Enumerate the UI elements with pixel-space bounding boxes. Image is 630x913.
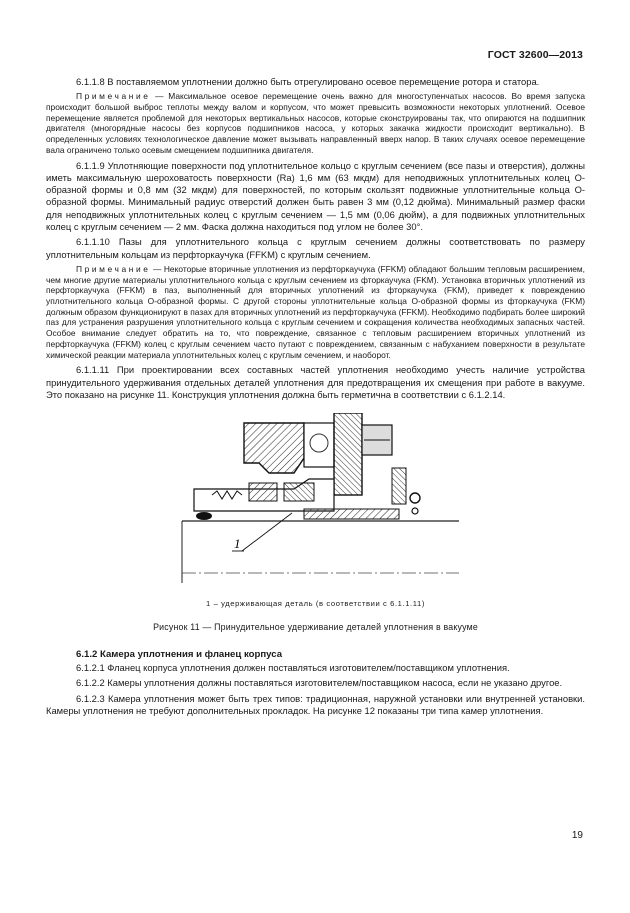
figure-caption: Рисунок 11 — Принудительное удерживание деталей уплотнения в вакууме — [153, 622, 478, 633]
bolt-washer-2 — [412, 508, 418, 514]
paragraph-6-1-2-3: 6.1.2.3 Камера уплотнения может быть трех типов: традиционная, наружной установки или внутренней установки. Камеры уплотнения не требуют дополнительных прокладок. На рисунке 12 показаны три типа камер уплотнения. — [46, 692, 585, 716]
note-2 — [46, 264, 585, 360]
seal-drawing — [174, 413, 464, 591]
paragraph-6-1-1-10: 6.1.1.10 Пазы для уплотнительного кольца с круглым сечением должны соответствовать по размеру уплотнительным кольцам из перфторкаучука (FFKM) с круглым сечением. — [46, 236, 585, 260]
bolt-stud — [392, 468, 406, 504]
o-ring — [196, 512, 212, 520]
paragraph-6-1-1-8: 6.1.1.8 В поставляемом уплотнении должно быть отрегулировано осевое перемещение ротора и статора. — [76, 76, 540, 87]
figure-11 — [46, 413, 585, 591]
retaining-part — [304, 509, 399, 519]
page-content — [46, 76, 585, 720]
note-1-text: — Максимальное осевое перемещение очень важно для многоступенчатых насосов. Во время запуска происходит большой выброс теплоты между валом и корпусом, что может превысить возможности некоторых уплотнений. Осевое перемещение является проблемой для некоторых вертикальных насосов, которые сконструированы так, что опираются на подшипник двигателя (многорядные насосы без корпусов подшипников насоса, у которых закачка жидкости происходит вертикально). В определенных условиях технологическое давление может вызывать направленный вверх напор. В таких случаях осевое перемещение вала ограничено только осевым смещением подшипника двигателя. — [46, 91, 585, 155]
note-1 — [46, 91, 585, 155]
paragraph-6-1-2-2: 6.1.2.2 Камеры уплотнения должны поставляться изготовителем/поставщиком насоса, если не указано другое. — [76, 677, 563, 689]
casing-block — [244, 423, 304, 473]
rotating-ring — [249, 483, 277, 501]
paragraph-6-1-2-1: 6.1.2.1 Фланец корпуса уплотнения должен поставляться изготовителем/поставщиком уплотнения. — [76, 662, 510, 674]
casing-insert — [304, 423, 334, 467]
document-header: ГОСТ 32600—2013 — [487, 49, 583, 61]
gland-plate — [334, 413, 362, 495]
note-2-text: — Некоторые вторичные уплотнения из перфторкаучука (FFKM) обладают большим тепловым расширением, чем многие другие материалы уплотнительного кольца с круглым сечением из фторкаучука (FKM). Установка вторичных уплотнений из перфторкаучука (FFKM) в паз, выполненный для вторичных уплотнений из фторкаучука (FKM), приведет к повреждению уплотнительного кольца О-образной формы. С другой стороны уплотнительные кольца О-образной формы из фторкаучука (FKM) должным образом функционируют в пазах для вторичных уплотнений из перфторкаучука (FFKM). Необходимо подбирать более широкий паз для устранения разрушения уплотнительного кольца с круглым сечением и сокращения количества необходимых запасных частей. Особое внимание следует обратить на то, что повреждение, связанное с тепловым расширением вторичных уплотнений из перфторкаучука (FFKM) колец с круглым сечением часто путают с повреждением, связанным с набуханием поверхности в результате химической реакции материала уплотнительных колец с круглым сечением, и наоборот. — [46, 263, 585, 360]
figure-legend: 1 – удерживающая деталь (в соответствии с 6.1.1.11) — [206, 599, 425, 609]
paragraph-6-1-1-11: 6.1.1.11 При проектировании всех составных частей уплотнения необходимо учесть наличие устройства принудительного удерживания отдельных деталей уплотнения для предотвращения их смещения при работе в вакууме. Это показано на рисунке 11. Конструкция уплотнения должна быть герметична в соответствии с 6.1.2.14. — [46, 364, 585, 400]
paragraph-6-1-1-9: 6.1.1.9 Уплотняющие поверхности под уплотнительное кольцо с круглым сечением (все пазы и отверстия), должны иметь максимальную шероховатость поверхности (Ra) 1,6 мм (63 мкдм) для неподвижных уплотнительных колец О-образной формы и 0,8 мм (32 мкдм) для поверхностей, по которым скользят подвижные уплотнительные кольца О-образной формы. Минимальный радиус отверстий должен быть равен 3 мм (0,12 дюйма). Минимальный размер фаски для неподвижных уплотнительных колец с круглым сечением — 1,5 мм (0,06 дюйм), а для подвижных уплотнительных колец с круглым сечением — 2 мм. Фаска должна находиться под углом не более 30°. — [46, 159, 585, 232]
callout-label: 1 — [234, 536, 241, 552]
stationary-ring — [284, 483, 314, 501]
bolt-washer — [410, 493, 420, 503]
callout-leader — [242, 513, 292, 551]
note-1-label: Примечание — [76, 91, 151, 102]
section-heading-6-1-2: 6.1.2 Камера уплотнения и фланец корпуса — [76, 649, 283, 661]
page-number: 19 — [571, 830, 583, 841]
note-2-label: Примечание — [76, 263, 151, 274]
